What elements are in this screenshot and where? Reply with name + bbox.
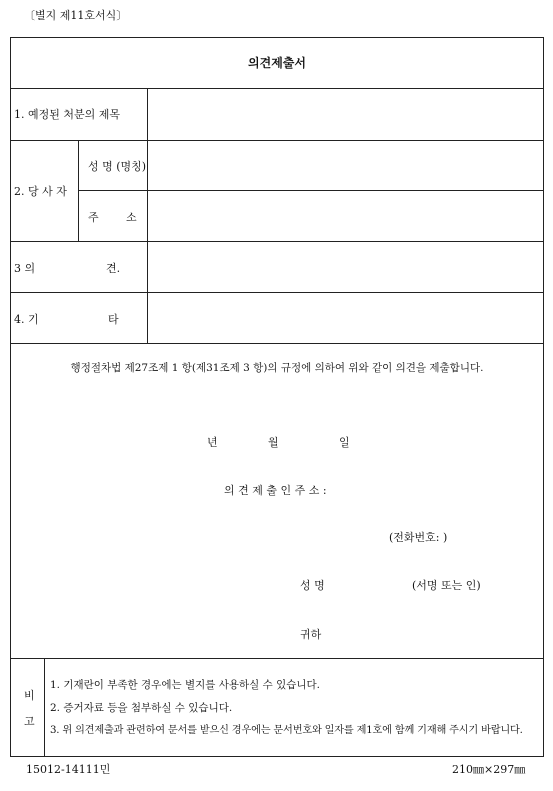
party-name-field[interactable] [148, 141, 543, 190]
signature-seal-label: (서명 또는 인) [412, 579, 481, 592]
column-divider [44, 658, 45, 757]
remarks-label-1: 비 [24, 689, 35, 702]
party-address-field[interactable] [148, 191, 543, 241]
party-address-label-2: 소 [126, 211, 137, 224]
phone-label: (전화번호: ) [389, 531, 448, 544]
footer-paper-size: 210㎜×297㎜ [452, 763, 526, 776]
opinion-field[interactable] [148, 242, 543, 292]
row-divider [10, 658, 544, 659]
other-label-2: 타 [108, 313, 119, 326]
party-address-label-1: 주 [88, 211, 99, 224]
date-month-label: 월 [268, 436, 279, 449]
footer-code: 15012-14111민 [26, 763, 111, 776]
party-label: 2. 당 사 자 [14, 185, 67, 198]
party-name-label: 성 명 (명칭) [88, 160, 147, 173]
opinion-label-2: 견. [106, 262, 121, 275]
submitter-address-label: 의 견 제 출 인 주 소 : [224, 484, 327, 497]
form-title: 의견제출서 [248, 56, 306, 70]
date-day-label: 일 [339, 436, 350, 449]
row-divider [10, 343, 544, 344]
column-divider [78, 140, 79, 241]
expected-disposition-field[interactable] [148, 89, 543, 140]
expected-disposition-label: 1. 예정된 처분의 제목 [14, 108, 120, 121]
remark-item: 1. 기재란이 부족한 경우에는 별지를 사용하실 수 있습니다. [50, 679, 321, 691]
remark-item: 2. 증거자료 등을 첨부하실 수 있습니다. [50, 702, 233, 714]
signature-name-label: 성 명 [300, 579, 325, 592]
opinion-label-1: 3 의 [14, 262, 36, 275]
date-year-label: 년 [207, 436, 218, 449]
addressee-label: 귀하 [300, 628, 322, 641]
other-field[interactable] [148, 293, 543, 343]
remarks-label-2: 고 [24, 715, 35, 728]
remark-item: 3. 위 의견제출과 관련하여 문서를 받으신 경우에는 문서번호와 일자를 제1호에 함께 기재해 주시기 바랍니다. [50, 725, 523, 736]
statement-text: 행정절차법 제27조제 1 항(제31조제 3 항)의 규정에 의하여 위와 같이 의견을 제출합니다. [70, 362, 484, 374]
form-number-label: 〔별지 제11호서식〕 [24, 9, 128, 22]
other-label-1: 4. 기 [14, 313, 39, 326]
